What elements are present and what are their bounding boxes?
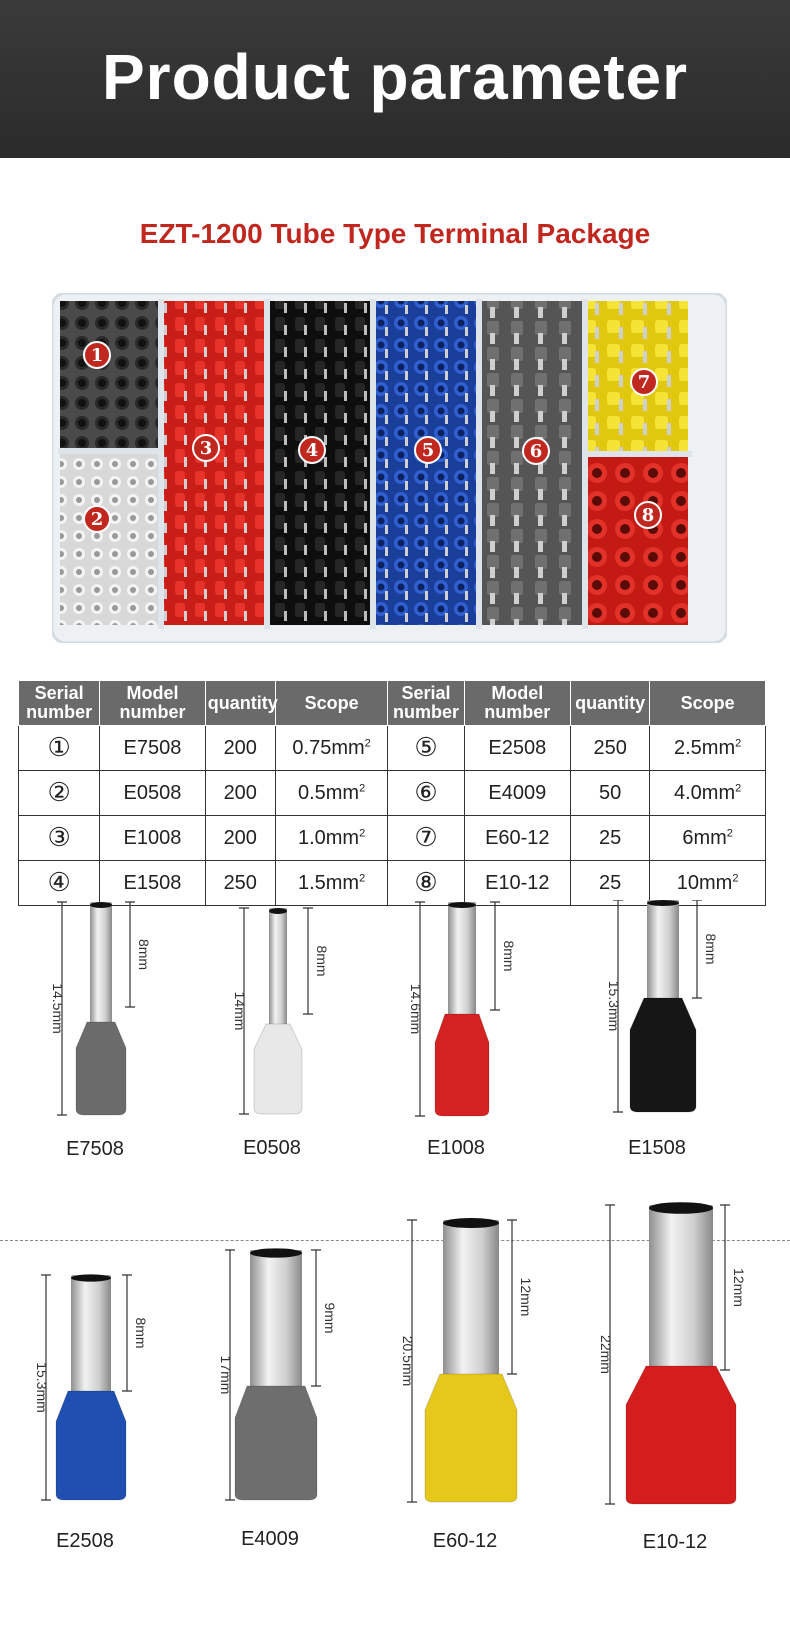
scope-cell bbox=[275, 771, 388, 816]
pin-length-label: 8mm bbox=[136, 938, 152, 971]
scope-superscript: 2 bbox=[726, 826, 733, 839]
terminal-e4009 bbox=[218, 1248, 338, 1550]
terminal-model-label: E0508 bbox=[243, 1137, 301, 1159]
terminal-rim bbox=[90, 902, 112, 908]
scope-superscript: 2 bbox=[364, 736, 371, 749]
scope-value: 1.5mm bbox=[297, 871, 360, 894]
table-row bbox=[19, 861, 766, 906]
svg-text:7: 7 bbox=[637, 372, 651, 393]
parameter-table bbox=[18, 680, 766, 906]
scope-value: 10mm bbox=[676, 871, 733, 894]
header-banner bbox=[0, 0, 790, 158]
quantity-cell: 200 bbox=[205, 726, 275, 771]
scope-superscript: 2 bbox=[735, 781, 742, 794]
table-row bbox=[19, 726, 766, 771]
total-length-label: 15.3mm bbox=[34, 1362, 50, 1413]
pin-length-label: 8mm bbox=[703, 933, 719, 965]
pin-length-label: 9mm bbox=[322, 1302, 338, 1334]
table-row bbox=[19, 816, 766, 861]
pin-length-dimension bbox=[122, 1275, 132, 1391]
box-marker-3 bbox=[193, 435, 219, 461]
header-quantity: quantity bbox=[205, 681, 275, 726]
pin-length-dimension bbox=[490, 902, 500, 1010]
scope-value: 0.75mm bbox=[292, 736, 365, 759]
total-length-label: 15.3mm bbox=[606, 980, 622, 1032]
box-marker-2 bbox=[84, 506, 110, 532]
model-cell: E7508 bbox=[100, 726, 206, 771]
terminal-rim bbox=[269, 908, 287, 914]
scope-value: 1.0mm bbox=[297, 826, 360, 849]
quantity-cell: 25 bbox=[571, 816, 650, 861]
scope-superscript: 2 bbox=[732, 871, 739, 884]
terminal-sleeve bbox=[435, 1014, 489, 1116]
quantity-cell: 250 bbox=[205, 861, 275, 906]
box-marker-1 bbox=[84, 342, 110, 368]
scope-superscript: 2 bbox=[359, 826, 366, 839]
pin-length-dimension bbox=[720, 1205, 730, 1370]
svg-text:5: 5 bbox=[421, 440, 435, 461]
scope-superscript: 2 bbox=[359, 781, 366, 794]
header-serial-number: Serial number bbox=[388, 681, 464, 726]
scope-value: 0.5mm bbox=[297, 781, 360, 804]
terminal-model-label: E4009 bbox=[241, 1528, 299, 1550]
terminal-tube bbox=[649, 1205, 713, 1372]
terminal-sleeve bbox=[56, 1391, 126, 1500]
terminal-rim bbox=[647, 900, 679, 906]
terminal-e0508 bbox=[232, 908, 330, 1159]
terminal-e1508 bbox=[606, 900, 719, 1159]
terminal-rim bbox=[71, 1274, 111, 1281]
pin-length-label: 8mm bbox=[133, 1317, 149, 1349]
terminal-rim bbox=[448, 902, 476, 908]
package-title: EZT-1200 Tube Type Terminal Package bbox=[139, 218, 651, 249]
quantity-cell: 25 bbox=[571, 861, 650, 906]
scope-superscript: 2 bbox=[735, 736, 742, 749]
serial-cell: ⑧ bbox=[388, 861, 464, 906]
svg-text:1: 1 bbox=[90, 345, 104, 366]
terminal-model-label: E10-12 bbox=[642, 1531, 708, 1553]
pin-length-label: 8mm bbox=[501, 940, 517, 972]
terminal-tube bbox=[647, 900, 679, 1004]
pin-length-dimension bbox=[303, 908, 313, 1014]
pin-length-dimension bbox=[692, 900, 702, 998]
terminal-sleeve bbox=[425, 1374, 517, 1502]
svg-text:8: 8 bbox=[641, 505, 655, 526]
page-title: Product parameter bbox=[101, 41, 689, 113]
total-length-label: 14.5mm bbox=[50, 983, 66, 1034]
terminal-tube bbox=[250, 1250, 302, 1392]
terminal-e1008 bbox=[408, 902, 517, 1159]
serial-cell: ⑤ bbox=[388, 726, 464, 771]
box-marker-5 bbox=[415, 437, 441, 463]
box-marker-8 bbox=[635, 502, 661, 528]
total-length-label: 14mm bbox=[232, 991, 248, 1031]
pin-length-dimension bbox=[125, 902, 135, 1007]
terminal-e10-12 bbox=[598, 1202, 747, 1553]
header-scope: Scope bbox=[275, 681, 388, 726]
terminal-e60-12 bbox=[400, 1218, 534, 1552]
terminal-rim bbox=[443, 1218, 499, 1228]
scope-cell bbox=[275, 861, 388, 906]
terminal-tube bbox=[269, 908, 287, 1030]
serial-cell: ③ bbox=[19, 816, 100, 861]
terminal-model-label: E1508 bbox=[628, 1137, 686, 1159]
pin-length-label: 12mm bbox=[731, 1268, 747, 1307]
header-quantity: quantity bbox=[571, 681, 650, 726]
table-row bbox=[19, 771, 766, 816]
terminal-e2508 bbox=[34, 1274, 149, 1552]
box-marker-6 bbox=[523, 438, 549, 464]
box-marker-4 bbox=[299, 437, 325, 463]
terminal-tube bbox=[448, 902, 476, 1020]
terminal-sleeve bbox=[76, 1022, 126, 1115]
total-length-label: 22mm bbox=[598, 1335, 614, 1374]
pin-length-dimension bbox=[507, 1220, 517, 1374]
scope-cell bbox=[650, 816, 766, 861]
terminal-model-label: E2508 bbox=[56, 1530, 114, 1552]
header-model-number: Model number bbox=[464, 681, 571, 726]
terminal-sleeve bbox=[630, 998, 696, 1112]
serial-cell: ② bbox=[19, 771, 100, 816]
model-cell: E10-12 bbox=[464, 861, 571, 906]
svg-text:3: 3 bbox=[199, 438, 213, 459]
terminal-tube bbox=[71, 1275, 111, 1397]
terminal-rim bbox=[649, 1202, 713, 1214]
header-serial-number: Serial number bbox=[19, 681, 100, 726]
model-cell: E1508 bbox=[100, 861, 206, 906]
scope-value: 4.0mm bbox=[674, 781, 736, 804]
scope-cell bbox=[275, 726, 388, 771]
scope-value: 6mm bbox=[682, 826, 727, 849]
quantity-cell: 200 bbox=[205, 771, 275, 816]
terminal-model-label: E7508 bbox=[66, 1138, 124, 1160]
scope-cell bbox=[650, 771, 766, 816]
svg-text:6: 6 bbox=[529, 441, 543, 462]
serial-cell: ④ bbox=[19, 861, 100, 906]
terminal-sleeve bbox=[235, 1386, 317, 1500]
scope-cell bbox=[275, 816, 388, 861]
model-cell: E60-12 bbox=[464, 816, 571, 861]
terminal-tube bbox=[443, 1220, 499, 1380]
quantity-cell: 250 bbox=[571, 726, 650, 771]
terminal-e7508 bbox=[50, 902, 152, 1160]
terminal-sleeve bbox=[626, 1366, 736, 1504]
total-length-label: 17mm bbox=[218, 1355, 234, 1395]
model-cell: E4009 bbox=[464, 771, 571, 816]
table-header-row bbox=[19, 681, 766, 726]
header-model-number: Model number bbox=[100, 681, 206, 726]
quantity-cell: 200 bbox=[205, 816, 275, 861]
header-scope: Scope bbox=[650, 681, 766, 726]
serial-cell: ⑥ bbox=[388, 771, 464, 816]
terminal-box-illustration bbox=[52, 293, 727, 643]
scope-value: 2.5mm bbox=[674, 736, 736, 759]
terminal-model-label: E60-12 bbox=[432, 1530, 498, 1552]
model-cell: E0508 bbox=[100, 771, 206, 816]
terminal-dimension-diagrams bbox=[0, 900, 790, 1649]
model-cell: E1008 bbox=[100, 816, 206, 861]
pin-length-dimension bbox=[311, 1250, 321, 1386]
svg-text:4: 4 bbox=[305, 440, 319, 461]
scope-cell bbox=[650, 726, 766, 771]
serial-cell: ⑦ bbox=[388, 816, 464, 861]
pin-length-label: 12mm bbox=[518, 1277, 534, 1317]
scope-cell bbox=[650, 861, 766, 906]
quantity-cell: 50 bbox=[571, 771, 650, 816]
terminal-model-label: E1008 bbox=[427, 1137, 485, 1159]
pin-length-label: 8mm bbox=[314, 945, 330, 977]
total-length-label: 20.5mm bbox=[400, 1335, 416, 1387]
model-cell: E2508 bbox=[464, 726, 571, 771]
scope-superscript: 2 bbox=[359, 871, 366, 884]
terminal-tube bbox=[90, 902, 112, 1028]
terminal-sleeve bbox=[254, 1024, 302, 1114]
serial-cell: ① bbox=[19, 726, 100, 771]
terminal-rim bbox=[250, 1248, 302, 1257]
total-length-label: 14.6mm bbox=[408, 983, 424, 1035]
box-marker-7 bbox=[631, 369, 657, 395]
svg-text:2: 2 bbox=[90, 509, 104, 530]
